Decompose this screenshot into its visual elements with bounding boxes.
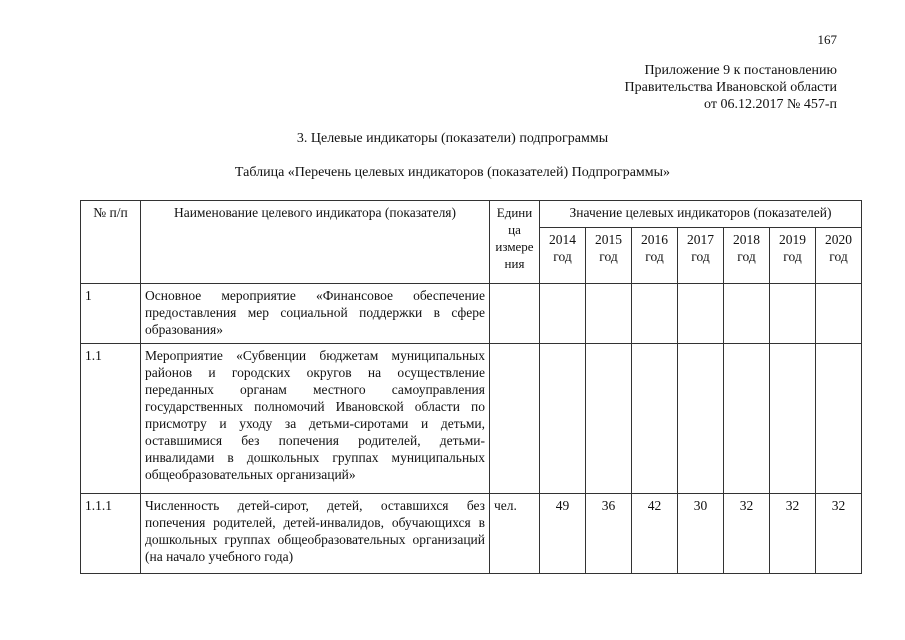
row-num: 1 — [81, 284, 141, 344]
appendix-line-2: Правительства Ивановской области — [624, 80, 837, 95]
header-name: Наименование целевого индикатора (показателя) — [141, 201, 490, 284]
row-value — [724, 344, 770, 494]
table-caption: Таблица «Перечень целевых индикаторов (показателей) Подпрограммы» — [234, 165, 671, 180]
row-unit — [490, 344, 540, 494]
row-value — [678, 284, 724, 344]
row-value — [586, 344, 632, 494]
row-value: 30 — [678, 494, 724, 574]
row-value — [770, 284, 816, 344]
row-value: 36 — [586, 494, 632, 574]
row-value — [770, 344, 816, 494]
header-year: 2019 год — [770, 228, 816, 284]
header-year: 2014 год — [540, 228, 586, 284]
header-year: 2015 год — [586, 228, 632, 284]
row-name: Мероприятие «Субвенции бюджетам муниципальных районов и городских округов на осуществление переданных органам местного самоуправления государственных полномочий Ивановской области по присмотру и уходу за детьми-сиротами и детьми, оставшимися без попечения родителей, детьми-инвалидами в дошкольных группах муниципальных общеобразовательных организаций» — [141, 344, 490, 494]
appendix-reference — [625, 62, 837, 113]
header-unit: Едини ца измере ния — [490, 201, 540, 284]
header-num: № п/п — [81, 201, 141, 284]
row-num: 1.1.1 — [81, 494, 141, 574]
row-value — [678, 344, 724, 494]
row-name: Основное мероприятие «Финансовое обеспечение предоставления мер социальной поддержки в сфере образования» — [141, 284, 490, 344]
table-row — [81, 344, 862, 494]
section-title: 3. Целевые индикаторы (показатели) подпрограммы — [296, 131, 609, 146]
appendix-line-1: Приложение 9 к постановлению — [644, 63, 837, 78]
table-row — [81, 284, 862, 344]
row-value: 32 — [770, 494, 816, 574]
row-value — [540, 284, 586, 344]
row-value — [632, 284, 678, 344]
row-value: 49 — [540, 494, 586, 574]
header-year: 2017 год — [678, 228, 724, 284]
header-year: 2016 год — [632, 228, 678, 284]
row-value — [632, 344, 678, 494]
indicators-table — [80, 200, 862, 574]
row-name: Численность детей-сирот, детей, оставшихся без попечения родителей, детей-инвалидов, обучающихся в дошкольных группах общеобразовательных организаций (на начало учебного года) — [141, 494, 490, 574]
row-value: 32 — [724, 494, 770, 574]
row-value — [816, 284, 862, 344]
row-value — [586, 284, 632, 344]
row-value: 42 — [632, 494, 678, 574]
row-value — [816, 344, 862, 494]
row-value — [540, 344, 586, 494]
row-unit — [490, 284, 540, 344]
header-year: 2020 год — [816, 228, 862, 284]
appendix-line-3: от 06.12.2017 № 457-п — [704, 97, 837, 112]
row-num: 1.1 — [81, 344, 141, 494]
header-values-group: Значение целевых индикаторов (показателей) — [540, 201, 862, 228]
row-unit: чел. — [490, 494, 540, 574]
row-value — [724, 284, 770, 344]
header-year: 2018 год — [724, 228, 770, 284]
page-number: 167 — [817, 32, 837, 47]
table-row — [81, 494, 862, 574]
row-value: 32 — [816, 494, 862, 574]
